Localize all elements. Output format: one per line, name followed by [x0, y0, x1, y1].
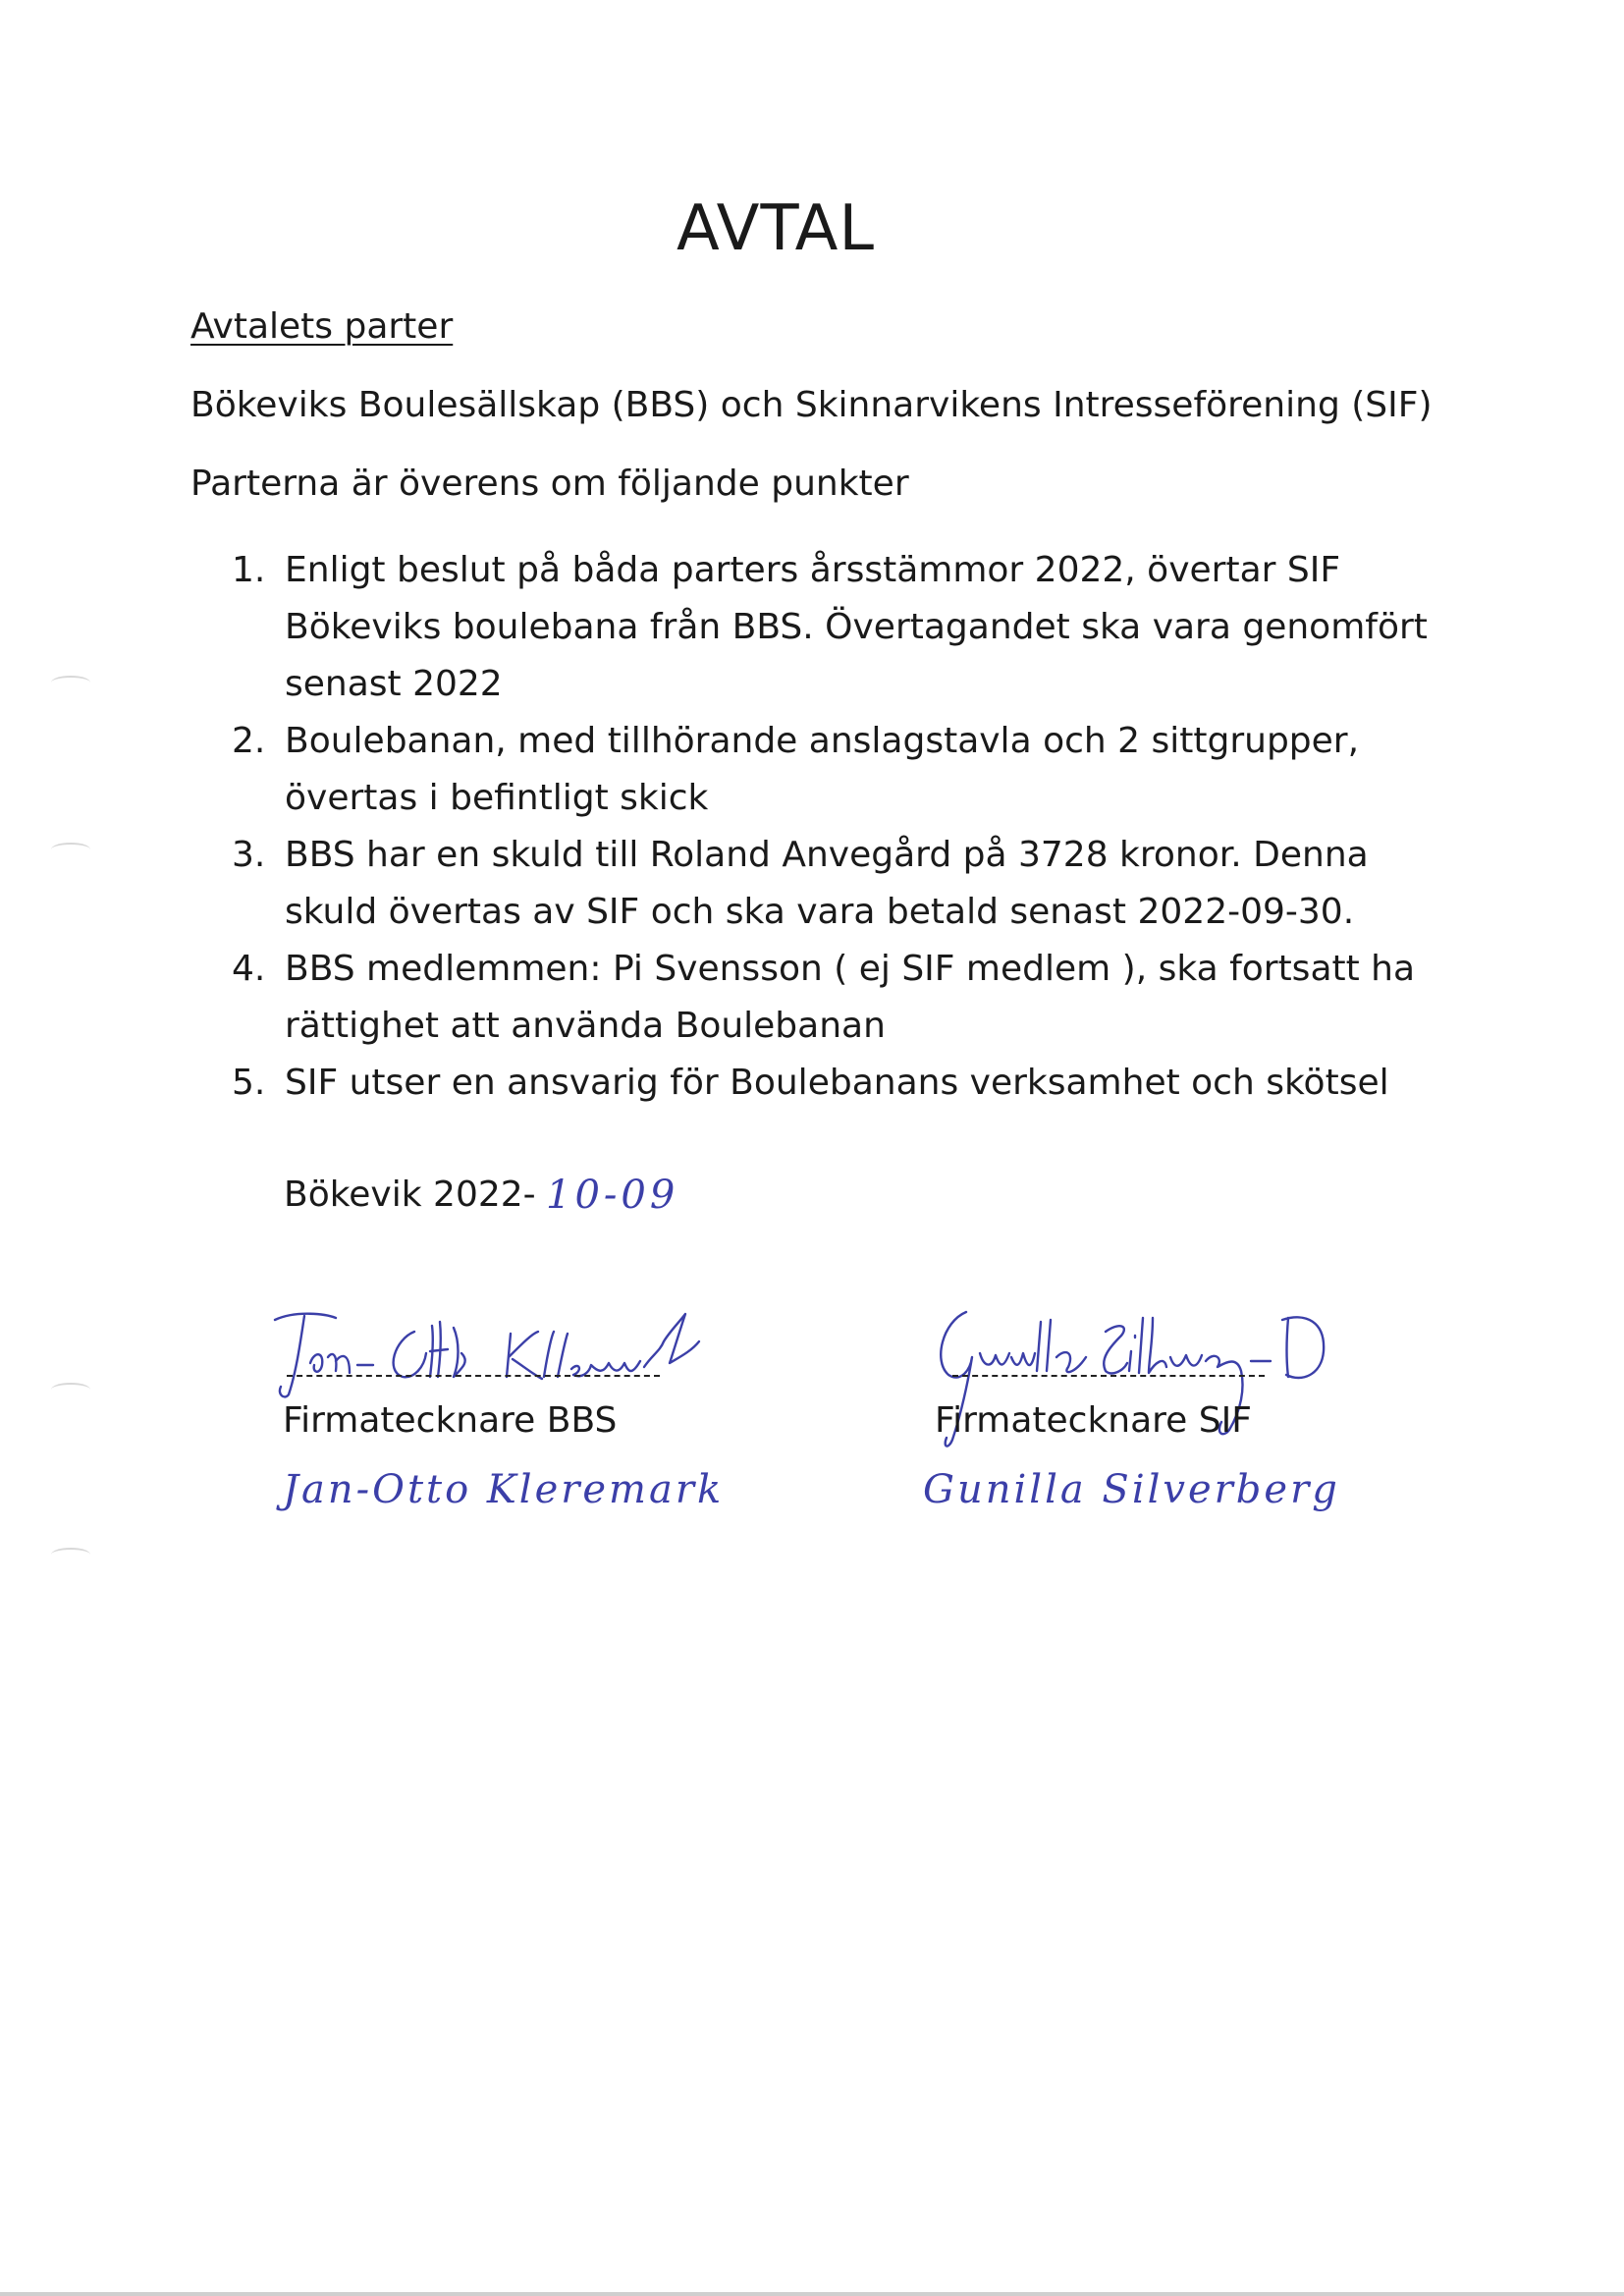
list-item	[232, 941, 1508, 1055]
point-line: Boulebanan, med tillhörande anslagstavla och 2 sittgrupper,	[285, 721, 1360, 761]
list-item	[232, 713, 1508, 827]
parties-text: Bökeviks Boulesällskap (BBS) och Skinnarvikens Intresseförening (SIF)	[190, 385, 1433, 425]
point-line: Bökeviks boulebana från BBS. Övertagandet ska vara genomfört	[285, 607, 1428, 647]
handwritten-signature-sif	[913, 1292, 1404, 1469]
point-number: 3.	[232, 835, 266, 875]
point-line: senast 2022	[285, 664, 503, 704]
point-number: 4.	[232, 949, 266, 989]
signature-line	[287, 1375, 660, 1377]
handwritten-signature-bbs	[267, 1292, 719, 1400]
parties-heading: Avtalets parter	[190, 306, 454, 347]
printed-name-bbs: Jan-Otto Kleremark	[283, 1467, 725, 1512]
list-item	[232, 542, 1508, 713]
scan-bottom-edge	[0, 2292, 1624, 2296]
point-number: 1.	[232, 550, 266, 590]
list-item	[232, 827, 1508, 941]
place-date-handwritten: 10-09	[546, 1173, 679, 1218]
signatory-role-sif: Firmatecknare SIF	[935, 1400, 1252, 1441]
document-title: AVTAL	[676, 192, 876, 265]
signatory-role-bbs: Firmatecknare BBS	[283, 1400, 618, 1441]
point-number: 5.	[232, 1063, 266, 1103]
scan-artifact	[51, 843, 90, 856]
point-line: skuld övertas av SIF och ska vara betald senast 2022-09-30.	[285, 892, 1355, 932]
point-line: rättighet att använda Boulebanan	[285, 1006, 886, 1046]
scan-artifact	[51, 676, 90, 689]
point-line: övertas i befintligt skick	[285, 778, 709, 818]
place-date-printed: Bökevik 2022-	[284, 1175, 536, 1215]
point-line: BBS medlemmen: Pi Svensson ( ej SIF medlem ), ska fortsatt ha	[285, 949, 1416, 989]
agreement-intro: Parterna är överens om följande punkter	[190, 464, 909, 504]
point-line: SIF utser en ansvarig för Boulebanans verksamhet och skötsel	[285, 1063, 1389, 1103]
scan-artifact	[51, 1548, 90, 1561]
point-line: BBS har en skuld till Roland Anvegård på 3728 kronor. Denna	[285, 835, 1369, 875]
point-line: Enligt beslut på båda parters årsstämmor 2022, övertar SIF	[285, 550, 1341, 590]
signature-line	[952, 1375, 1265, 1377]
scan-artifact	[51, 1383, 90, 1396]
agreement-points-list	[232, 542, 1508, 1112]
list-item	[232, 1055, 1508, 1112]
printed-name-sif: Gunilla Silverberg	[923, 1467, 1340, 1512]
point-number: 2.	[232, 721, 266, 761]
